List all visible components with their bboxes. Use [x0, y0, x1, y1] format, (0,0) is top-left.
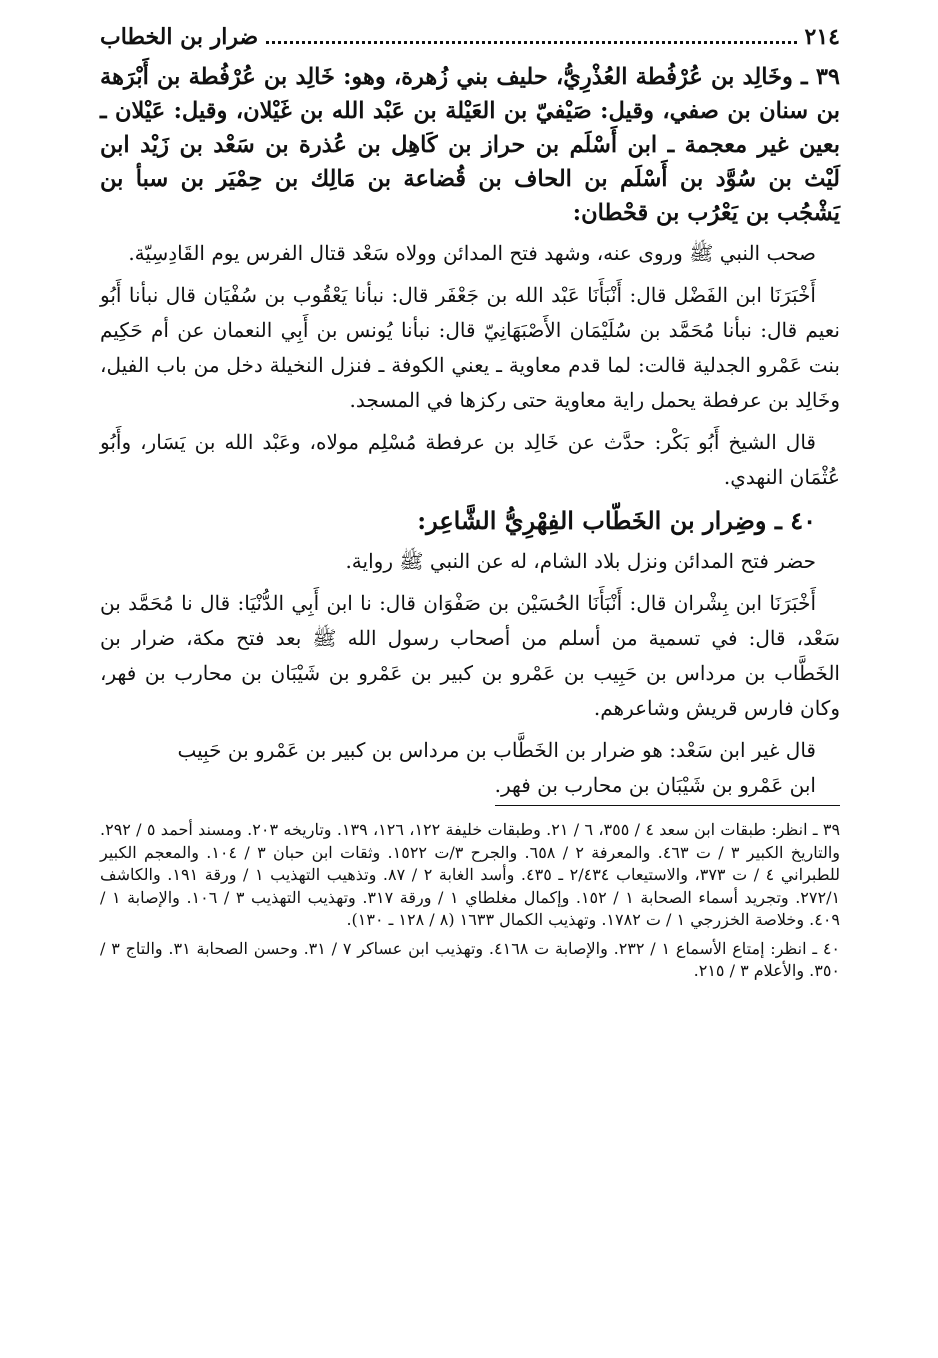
- entry-40-paragraph: أَخْبَرَنَا ابن بِشْران قال: أَنْبَأَنَا الحُسَيْن بن صَفْوَان قال: نا ابن أَبِي الدُّنْيَا: قال نا مُحَمَّد بن سَعْد، قال: في تسمية من أسلم من أصحاب رسول الله ﷺ بعد فتح مكة، ضرار بن الخَطَّاب بن مرداس بن حَبِيب بن عَمْرو بن كبير بن عَمْرو بن شَيْبَان بن محارب بن فهر، وكان فارس قريش وشاعرهم.: [100, 591, 840, 720]
- running-title: ضرار بن الخطاب: [100, 24, 259, 50]
- footnote-number: ٤٠: [822, 938, 841, 958]
- footnote: [100, 819, 840, 932]
- footnote: [100, 938, 840, 983]
- dotted-leader: [266, 31, 796, 44]
- footnote-text: ـ انظر: إمتاع الأسماع ١ / ٢٣٢. والإصابة ت ٤١٦٨. وتهذيب ابن عساكر ٧ / ٣١. وحسن الصحابة ٣١. والتاج ٣ / ٣٥٠. والأعلام ٣ / ٢١٥.: [100, 938, 840, 980]
- footnote-number: ٣٩: [822, 820, 841, 839]
- entry-39-paragraph: صحب النبي ﷺ وروى عنه، وشهد فتح المدائن وولاه سَعْد قتال الفرس يوم القَادِسِيّة.: [128, 241, 816, 265]
- entry-39-paragraph: أَخْبَرَنَا ابن الفَضْل قال: أَنْبَأَنَا عَبْد الله بن جَعْفَر قال: نبأنا يَعْقُوب بن سُفْيَان قال نبأنا أَبُو نعيم قال: نبأنا مُحَمَّد بن سُلَيْمَان الأَصْبَهَانِيّ قال: نبأنا يُونس بن أَبِي النعمان عن أم حَكِيم بنت عَمْرو الجدلية قالت: لما قدم معاوية ـ يعني الكوفة ـ فنزل النخيلة دخل من باب الفيل، وخَالِد بن عرفطة يحمل راية معاوية حتى ركزها في المسجد.: [100, 283, 840, 412]
- footnotes: [100, 818, 840, 983]
- entry-40-paragraph: حضر فتح المدائن ونزل بلاد الشام، له عن النبي ﷺ رواية.: [345, 549, 816, 573]
- closing-last-line: ابن عَمْرو بن شَيْبَان بن محارب بن فهر.: [495, 768, 840, 806]
- entry-39-heading: ٣٩ ـ وخَالِد بن عُرْفُطة العُذْرِيُّ، حليف بني زُهرة، وهو: خَالِد بن عُرْفُطة بن أَبْرَهة بن سنان بن صفي، وقيل: صَيْفيّ بن العَيْلة بن عَبْد الله بن غَيْلان، وقيل: عَيْلان ـ بعين غير معجمة ـ ابن أَسْلَم بن حراز بن كَاهِل بن عُذرة بن سَعْد بن زَيْد ابن لَيْث بن سُوَّد بن أَسْلَم بن الحاف بن قُضاعة بن مَالِك بن حِمْيَر بن سبأ بن يَشْجُب بن يَعْرُب بن قحْطان:: [100, 64, 840, 226]
- entry-40-closing-paragraph: [100, 733, 840, 806]
- running-head: [100, 22, 840, 56]
- closing-text: قال غير ابن سَعْد: هو ضرار بن الخَطَّاب بن مرداس بن كبير بن عَمْرو بن حَبِيب: [177, 738, 816, 762]
- entry-40-heading: ٤٠ ـ وضِرار بن الخَطّاب الفِهْرِيُّ الشَّاعِر:: [417, 506, 816, 535]
- entry-39-paragraph: قال الشيخ أَبُو بَكْر: حدَّث عن خَالِد بن عرفطة مُسْلِم مولاه، وعَبْد الله بن يَسَار، وأَبُو عُثْمَان النهدي.: [100, 430, 840, 489]
- page-number: ٢١٤: [804, 24, 840, 50]
- book-page: [100, 22, 840, 1338]
- footnote-text: ـ انظر: طبقات ابن سعد ٤ / ٣٥٥، ٦ / ٢١. وطبقات خليفة ١٢٢، ١٢٦، ١٣٩. وتاريخه ٢٠٣. ومسند أحمد ٥ / ٢٩٢. والتاريخ الكبير ٣ / ت ٤٦٣. والمعرفة ٢ / ٦٥٨. والجرح ٣/ت ١٥٢٢. وثقات ابن حبان ٣ / ١٠٤. والمعجم الكبير للطبراني ٤ / ت ٣٧٣، والاستيعاب ٢/٤٣٤ ـ ٤٣٥. وأسد الغابة ٢ / ٨٧. وتذهيب التهذيب ١ / ورقة ١٩١. والكاشف ٢٧٢/١. وتجريد أسماء الصحابة ١ / ١٥٢. وإكمال مغلطاي ١ / ورقة ٣١٧. وتهذيب التهذيب ٣ / ١٠٦. والإصابة ١ / ٤٠٩. وخلاصة الخزرجي ١ / ت ١٧٨٢. وتهذيب الكمال ١٦٣٣ (٨ / ١٢٨ ـ ١٣٠).: [100, 820, 841, 929]
